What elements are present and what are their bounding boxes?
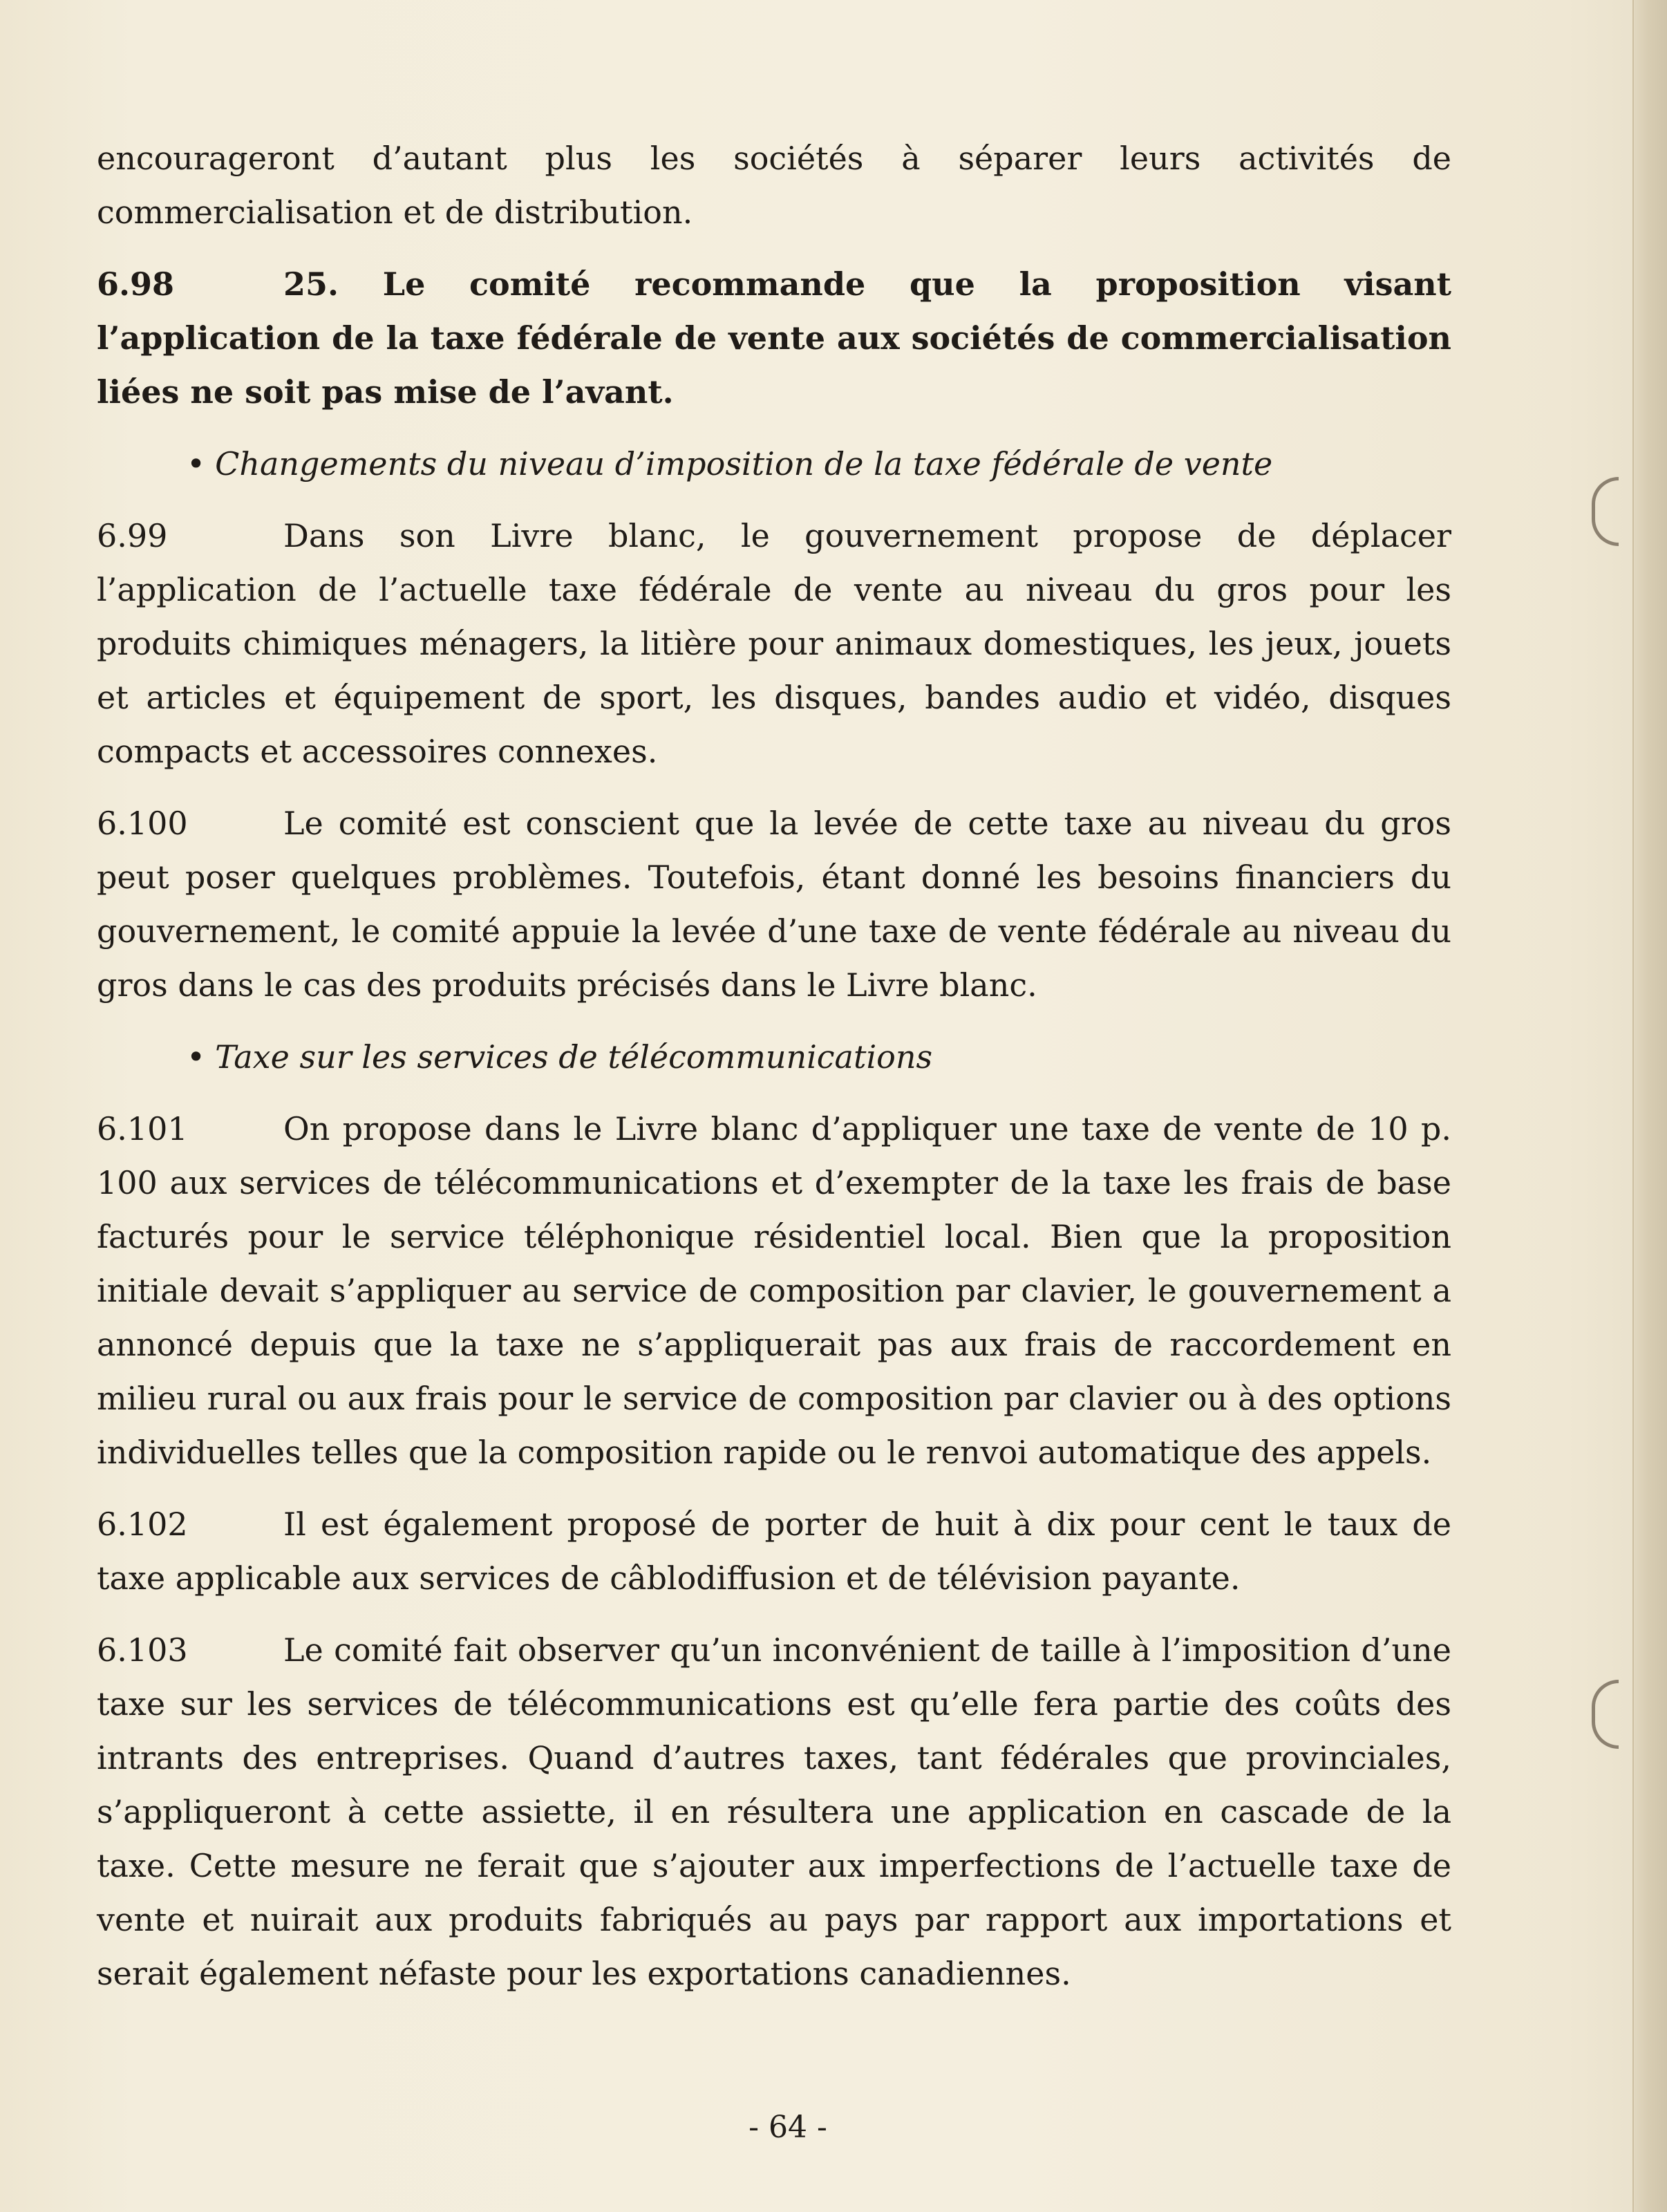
section-heading-text: Changements du niveau d’imposition de la taxe fédérale de vente (215, 445, 1273, 482)
paragraph-6-102 (97, 1497, 1451, 1605)
binder-hole-top (1592, 477, 1619, 546)
paragraph-6-98 (97, 257, 1451, 419)
paragraph-text: Le comité est conscient que la levée de cette taxe au niveau du gros peut poser quelques problèmes. Toutefois, étant donné les besoins financiers du gouvernement, le comité appuie la levée d’une taxe de vente fédérale au niveau du gros dans le cas des produits précisés dans le Livre blanc. (97, 805, 1451, 1004)
section-heading-tax-level (187, 437, 1451, 491)
document-body (97, 131, 1451, 2018)
bullet-icon: • (187, 445, 206, 482)
paragraph-text: Le comité fait observer qu’un inconvénient de taille à l’imposition d’une taxe sur les services de télécommunications est qu’elle fera partie des coûts des intrants des entreprises. Quand d’autres taxes, tant fédérales que provinciales, s’appliqueront à cette assiette, il en résultera une application en cascade de la taxe. Cette mesure ne ferait que s’ajouter aux imperfections de l’actuelle taxe de vente et nuirait aux produits fabriqués au pays par rapport aux importations et serait également néfaste pour les exportations canadiennes. (97, 1631, 1451, 1992)
paragraph-number: 6.103 (97, 1631, 188, 1669)
paragraph-6-101 (97, 1102, 1451, 1479)
section-heading-telecom (187, 1030, 1451, 1084)
paragraph-number: 6.101 (97, 1110, 188, 1147)
paragraph-number: 6.98 (97, 265, 175, 303)
bullet-icon: • (187, 1038, 206, 1076)
section-heading-text: Taxe sur les services de télécommunications (215, 1038, 933, 1076)
paragraph-number: 6.99 (97, 517, 168, 554)
paragraph-number: 6.102 (97, 1506, 188, 1543)
paragraph-text: On propose dans le Livre blanc d’appliquer une taxe de vente de 10 p. 100 aux services de télécommunications et d’exempter de la taxe les frais de base facturés pour le service téléphonique résidentiel local. Bien que la proposition initiale devait s’appliquer au service de composition par clavier, le gouvernement a annoncé depuis que la taxe ne s’appliquerait pas aux frais de raccordement en milieu rural ou aux frais pour le service de composition par clavier ou à des options individuelles telles que la composition rapide ou le renvoi automatique des appels. (97, 1110, 1451, 1471)
paragraph-number: 6.100 (97, 805, 188, 842)
paragraph-6-103 (97, 1623, 1451, 2000)
intro-continuation-paragraph (97, 131, 1451, 239)
recommendation-text: 25. Le comité recommande que la proposition visant l’application de la taxe fédérale de vente aux sociétés de commercialisation liées ne soit pas mise de l’avant. (97, 265, 1451, 411)
paragraph-6-100 (97, 796, 1451, 1012)
binder-hole-bottom (1592, 1680, 1619, 1749)
paragraph-6-99 (97, 509, 1451, 778)
page-number: - 64 - (748, 2110, 827, 2145)
paragraph-text: Il est également proposé de porter de huit à dix pour cent le taux de taxe applicable aux services de câblodiffusion et de télévision payante. (97, 1506, 1451, 1597)
intro-continuation-text: encourageront d’autant plus les sociétés à séparer leurs activités de commercialisation et de distribution. (97, 140, 1451, 231)
paragraph-text: Dans son Livre blanc, le gouvernement propose de déplacer l’application de l’actuelle taxe fédérale de vente au niveau du gros pour les produits chimiques ménagers, la litière pour animaux domestiques, les jeux, jouets et articles et équipement de sport, les disques, bandes audio et vidéo, disques compacts et accessoires connexes. (97, 517, 1451, 770)
page-edge (1632, 0, 1667, 2212)
